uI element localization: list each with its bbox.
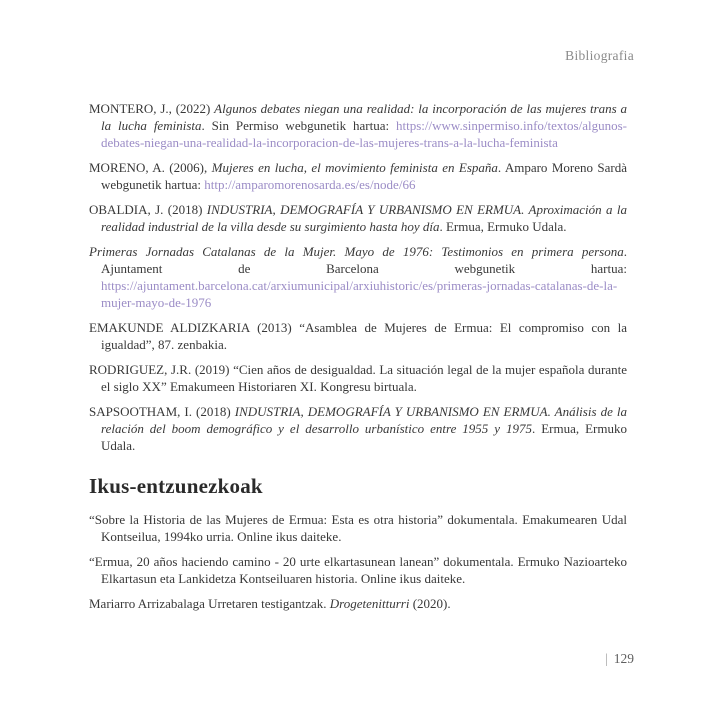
entry-text-segment: . Sin Permiso webgunetik hartua:	[201, 118, 396, 133]
entry-text-segment: INDUSTRIA, DEMOGRAFÍA Y URBANISMO EN ERMUA. Análisis de la relación del boom demográfico y el desarrollo urbanístico entre 1955 y 1975	[101, 404, 627, 436]
bibliography-entries	[89, 100, 627, 454]
entry-text-segment: EMAKUNDE ALDIZKARIA (2013) “Asamblea de Mujeres de Ermua: El compromiso con la igualdad”, 87. zenbakia.	[89, 320, 627, 352]
bibliography-entry	[89, 100, 627, 151]
page-number: 129	[613, 651, 634, 666]
entry-text-segment: Algunos debates niegan una realidad: la incorporación de las mujeres trans a la lucha feminista	[101, 101, 627, 133]
entry-text-segment: Drogetenitturri	[329, 596, 410, 611]
page-content	[89, 100, 627, 612]
section-heading-audiovisual: Ikus-entzunezkoak	[89, 474, 263, 498]
bibliography-entry	[89, 201, 627, 235]
entry-text-segment: RODRIGUEZ, J.R. (2019) “Cien años de desigualdad. La situación legal de la mujer española durante el siglo XX” Emakumeen Historiaren XI. Kongresu birtuala.	[89, 362, 627, 394]
entry-text-segment: . Ermua, Ermuko Udala.	[439, 219, 567, 234]
entry-text-segment: . Ermua, Ermuko Udala.	[101, 421, 627, 453]
entry-text-segment: OBALDIA, J. (2018)	[89, 202, 207, 217]
entry-text-segment: “Ermua, 20 años haciendo camino - 20 urte elkartasunean lanean” dokumentala. Ermuko Nazioarteko Elkartasun eta Lankidetza Kontseiluaren historia. Online ikus daiteke.	[89, 554, 627, 586]
entry-text-segment: MORENO, A. (2006),	[89, 160, 212, 175]
entry-text-segment: INDUSTRIA, DEMOGRAFÍA Y URBANISMO EN ERMUA. Aproximación a la realidad industrial de la villa desde su surgimiento hasta hoy día	[101, 202, 627, 234]
audiovisual-entries	[89, 511, 627, 612]
entry-text-segment: Primeras Jornadas Catalanas de la Mujer. Mayo de 1976: Testimonios en primera persona	[89, 244, 624, 259]
entry-text-segment: “Sobre la Historia de las Mujeres de Ermua: Esta es otra historia” dokumentala. Emakumearen Udal Kontseilua, 1994ko urria. Online ikus daiteke.	[89, 512, 627, 544]
entry-text-segment: Mujeres en lucha, el movimiento feminista en España	[211, 160, 498, 175]
entry-text-segment: MONTERO, J., (2022)	[89, 101, 215, 116]
bibliography-entry	[89, 319, 627, 353]
entry-text-segment: . Ajuntament de Barcelona webgunetik hartua:	[101, 244, 627, 276]
bibliography-section	[89, 100, 627, 454]
bibliography-entry	[89, 361, 627, 395]
audiovisual-section	[89, 511, 627, 612]
running-header: Bibliografia	[565, 48, 634, 63]
reference-link[interactable]: https://www.sinpermiso.info/textos/algunos-debates-niegan-una-realidad-la-incorporacion-de-las-mujeres-trans-a-la-lucha-feminista	[101, 118, 627, 150]
bibliography-entry	[89, 159, 627, 193]
bibliography-entry	[89, 243, 627, 311]
entry-text-segment: (2020).	[409, 596, 451, 611]
audiovisual-entry	[89, 595, 627, 612]
entry-text-segment: . Amparo Moreno Sardà webgunetik hartua:	[101, 160, 627, 192]
entry-text-segment: Mariarro Arrizabalaga Urretaren testigantzak.	[89, 596, 330, 611]
audiovisual-entry	[89, 553, 627, 587]
page-footer	[605, 651, 634, 667]
audiovisual-entry	[89, 511, 627, 545]
entry-text-segment: SAPSOOTHAM, I. (2018)	[89, 404, 235, 419]
reference-link[interactable]: https://ajuntament.barcelona.cat/arxiumunicipal/arxiuhistoric/es/primeras-jornadas-catalanas-de-la-mujer-mayo-de-1976	[101, 278, 618, 310]
footer-separator: |	[605, 651, 608, 666]
reference-link[interactable]: http://amparomorenosarda.es/es/node/66	[204, 177, 416, 192]
bibliography-entry	[89, 403, 627, 454]
